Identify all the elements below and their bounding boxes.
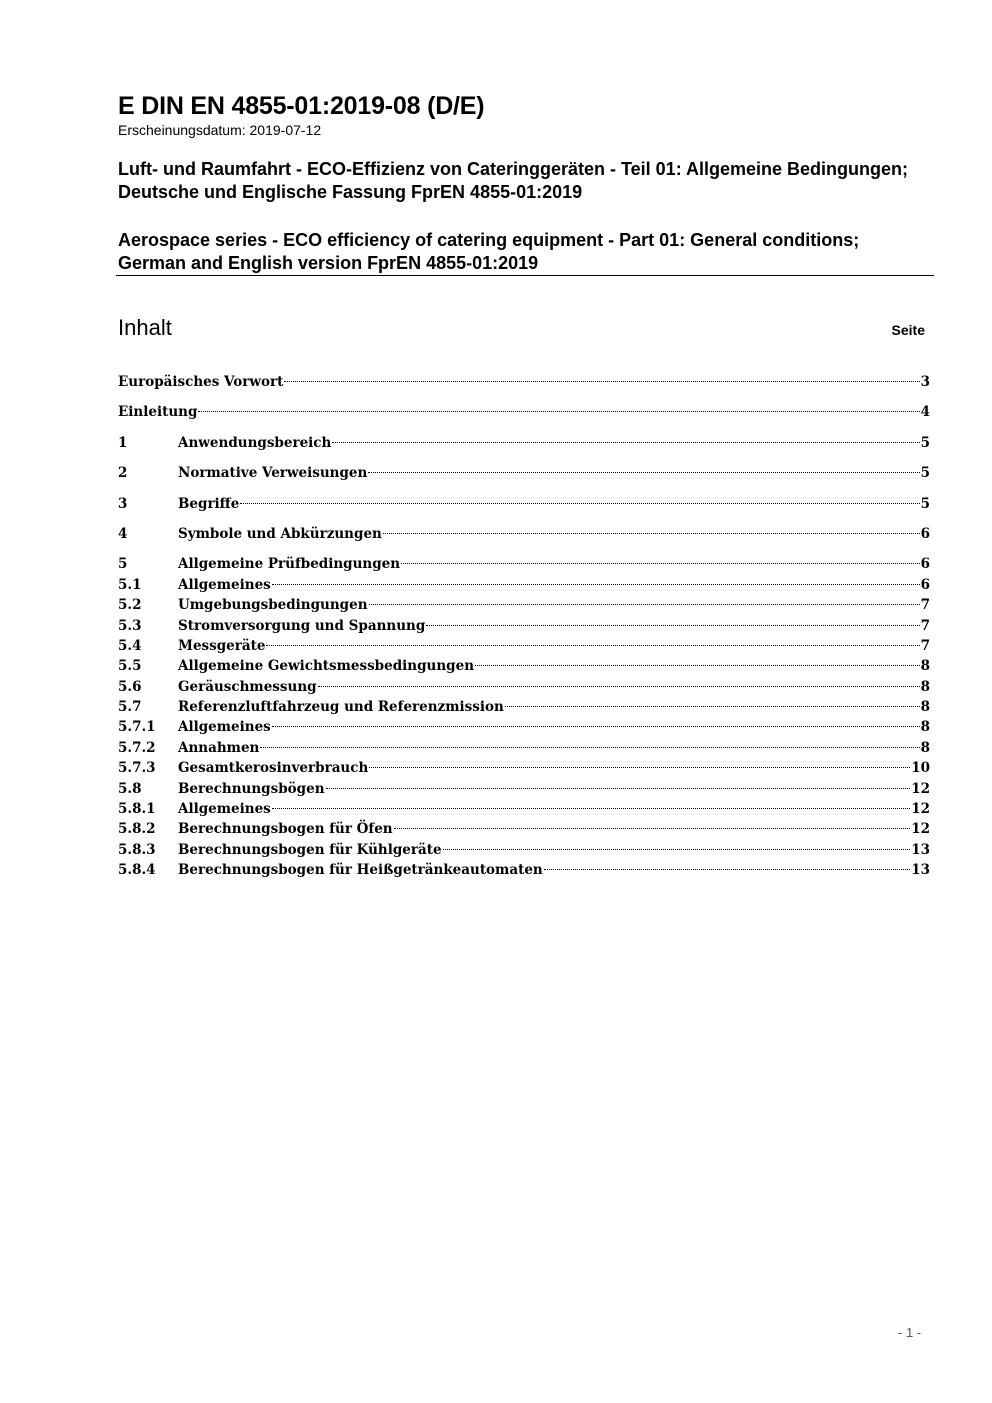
toc-dot-leader — [443, 849, 911, 850]
toc-entry-number: 5.7.3 — [118, 760, 156, 777]
title-divider — [116, 275, 934, 276]
page-number: - 1 - — [898, 1325, 922, 1340]
toc-entry-page: 6 — [920, 556, 930, 573]
toc-entry[interactable] — [118, 616, 930, 636]
toc-entry[interactable] — [118, 697, 930, 717]
toc-dot-leader — [198, 411, 919, 412]
toc-entry[interactable] — [118, 595, 930, 615]
toc-entry-title: Begriffe — [178, 495, 240, 512]
toc-dot-leader — [426, 625, 919, 626]
toc-entry-number: 5.7 — [118, 699, 142, 716]
toc-entry-page: 10 — [911, 760, 930, 777]
toc-entry-number: 5.2 — [118, 597, 142, 614]
toc-entry-title: Europäisches Vorwort — [118, 374, 284, 390]
toc-dot-leader — [369, 604, 920, 605]
toc-entry-page: 5 — [920, 465, 930, 482]
toc-entry-number: 5.7.2 — [118, 739, 156, 756]
toc-entry-title: Berechnungsbogen für Kühlgeräte — [178, 841, 442, 858]
toc-entry-number: 5.8.4 — [118, 862, 156, 879]
toc-entry-number: 5.5 — [118, 658, 142, 675]
toc-dot-leader — [369, 767, 910, 768]
toc-entry-page: 8 — [920, 678, 930, 695]
toc-entry-page: 12 — [911, 801, 930, 818]
toc-entry-page: 7 — [920, 637, 930, 654]
toc-entry-number: 5.8 — [118, 780, 142, 797]
toc-entry-title: Berechnungsbögen — [178, 780, 325, 797]
toc-entry[interactable] — [118, 717, 930, 737]
toc-dot-leader — [368, 472, 919, 473]
toc-entry-title: Referenzluftfahrzeug und Referenzmission — [178, 699, 504, 716]
toc-entry-page: 3 — [920, 374, 930, 390]
toc-entry-page: 12 — [911, 821, 930, 838]
toc-dot-leader — [272, 808, 910, 809]
toc-entry[interactable] — [118, 738, 930, 758]
toc-entry-title: Symbole und Abkürzungen — [178, 525, 382, 542]
toc-entry[interactable] — [118, 656, 930, 676]
toc-entry-page: 8 — [920, 699, 930, 716]
toc-entry-number: 5.7.1 — [118, 719, 156, 736]
toc-entry[interactable] — [118, 494, 930, 514]
toc-entry-title: Normative Verweisungen — [178, 465, 368, 482]
toc-entry-page: 13 — [911, 862, 930, 879]
toc-entry[interactable] — [118, 758, 930, 778]
toc-dot-leader — [272, 584, 920, 585]
toc-entry[interactable] — [118, 819, 930, 839]
toc-entry-page: 8 — [920, 658, 930, 675]
toc-entry-number: 5.8.3 — [118, 841, 156, 858]
toc-entry-page: 4 — [920, 404, 930, 421]
toc-entry-number: 5.8.2 — [118, 821, 156, 838]
toc-entry-page: 8 — [920, 739, 930, 756]
toc-dot-leader — [332, 442, 919, 443]
toc-page-column-label: Seite — [891, 322, 925, 338]
toc-entry[interactable] — [118, 677, 930, 697]
toc-entry-title: Berechnungsbogen für Öfen — [178, 821, 393, 838]
toc-entry-title: Allgemeines — [178, 719, 271, 736]
toc-entry[interactable] — [118, 860, 930, 880]
toc-dot-leader — [475, 665, 920, 666]
toc-entry-page: 5 — [920, 434, 930, 451]
toc-dot-leader — [318, 686, 920, 687]
toc-entry-number: 5.6 — [118, 678, 142, 695]
toc-entry-number: 5.8.1 — [118, 801, 156, 818]
toc-entry-title: Allgemeine Prüfbedingungen — [178, 556, 401, 573]
title-german: Luft- und Raumfahrt - ECO-Effizienz von Cateringgeräten - Teil 01: Allgemeine Bedingungen; Deutsche und Englische Fassung FprEN 4855-01:2019 — [118, 159, 909, 202]
toc-dot-leader — [272, 726, 920, 727]
toc-entry[interactable] — [118, 372, 930, 392]
toc-entry[interactable] — [118, 402, 930, 422]
toc-entry-page: 12 — [911, 780, 930, 797]
document-id: E DIN EN 4855-01:2019-08 (D/E) — [118, 92, 485, 120]
toc-entry-title: Allgemeines — [178, 576, 271, 593]
toc-dot-leader — [505, 706, 920, 707]
toc-entry-page: 8 — [920, 719, 930, 736]
toc-dot-leader — [401, 563, 920, 564]
toc-entry[interactable] — [118, 575, 930, 595]
toc-dot-leader — [240, 503, 919, 504]
toc-dot-leader — [260, 747, 919, 748]
table-of-contents — [118, 372, 930, 881]
toc-entry[interactable] — [118, 463, 930, 483]
toc-entry-title: Annahmen — [178, 739, 260, 756]
toc-dot-leader — [284, 381, 919, 382]
toc-entry-title: Geräuschmessung — [178, 678, 317, 695]
toc-entry-title: Berechnungsbogen für Heißgetränkeautomaten — [178, 862, 543, 879]
toc-entry-number: 5 — [118, 556, 128, 573]
toc-dot-leader — [383, 533, 920, 534]
toc-entry[interactable] — [118, 799, 930, 819]
toc-entry-number: 3 — [118, 495, 128, 512]
toc-entry-title: Einleitung — [118, 404, 198, 421]
toc-entry-number: 5.1 — [118, 576, 142, 593]
toc-entry[interactable] — [118, 554, 930, 574]
toc-entry-title: Stromversorgung und Spannung — [178, 617, 426, 634]
toc-dot-leader — [394, 828, 911, 829]
toc-entry[interactable] — [118, 840, 930, 860]
title-english: Aerospace series - ECO efficiency of catering equipment - Part 01: General conditions; German and English version FprEN 4855-01:2019 — [118, 230, 860, 273]
toc-entry[interactable] — [118, 524, 930, 544]
toc-entry-number: 5.3 — [118, 617, 142, 634]
toc-dot-leader — [544, 869, 910, 870]
toc-entry-number: 5.4 — [118, 637, 142, 654]
toc-dot-leader — [266, 645, 919, 646]
toc-entry-number: 2 — [118, 465, 128, 482]
toc-entry-number: 1 — [118, 434, 128, 451]
toc-entry[interactable] — [118, 779, 930, 799]
toc-entry-page: 6 — [920, 576, 930, 593]
toc-entry-title: Messgeräte — [178, 637, 266, 654]
toc-entry-title: Allgemeine Gewichtsmessbedingungen — [178, 658, 475, 675]
toc-entry-title: Umgebungsbedingungen — [178, 597, 368, 614]
toc-entry-page: 7 — [920, 597, 930, 614]
toc-entry-page: 5 — [920, 495, 930, 512]
toc-dot-leader — [326, 788, 911, 789]
toc-entry-page: 13 — [911, 841, 930, 858]
toc-heading: Inhalt — [118, 315, 172, 340]
toc-entry-page: 7 — [920, 617, 930, 634]
publication-date: Erscheinungsdatum: 2019-07-12 — [118, 122, 322, 138]
toc-entry-title: Allgemeines — [178, 801, 271, 818]
toc-entry[interactable] — [118, 636, 930, 656]
toc-entry-number: 4 — [118, 525, 128, 542]
toc-entry[interactable] — [118, 433, 930, 453]
toc-entry-title: Anwendungsbereich — [178, 434, 332, 451]
toc-entry-title: Gesamtkerosinverbrauch — [178, 760, 369, 777]
toc-entry-page: 6 — [920, 525, 930, 542]
